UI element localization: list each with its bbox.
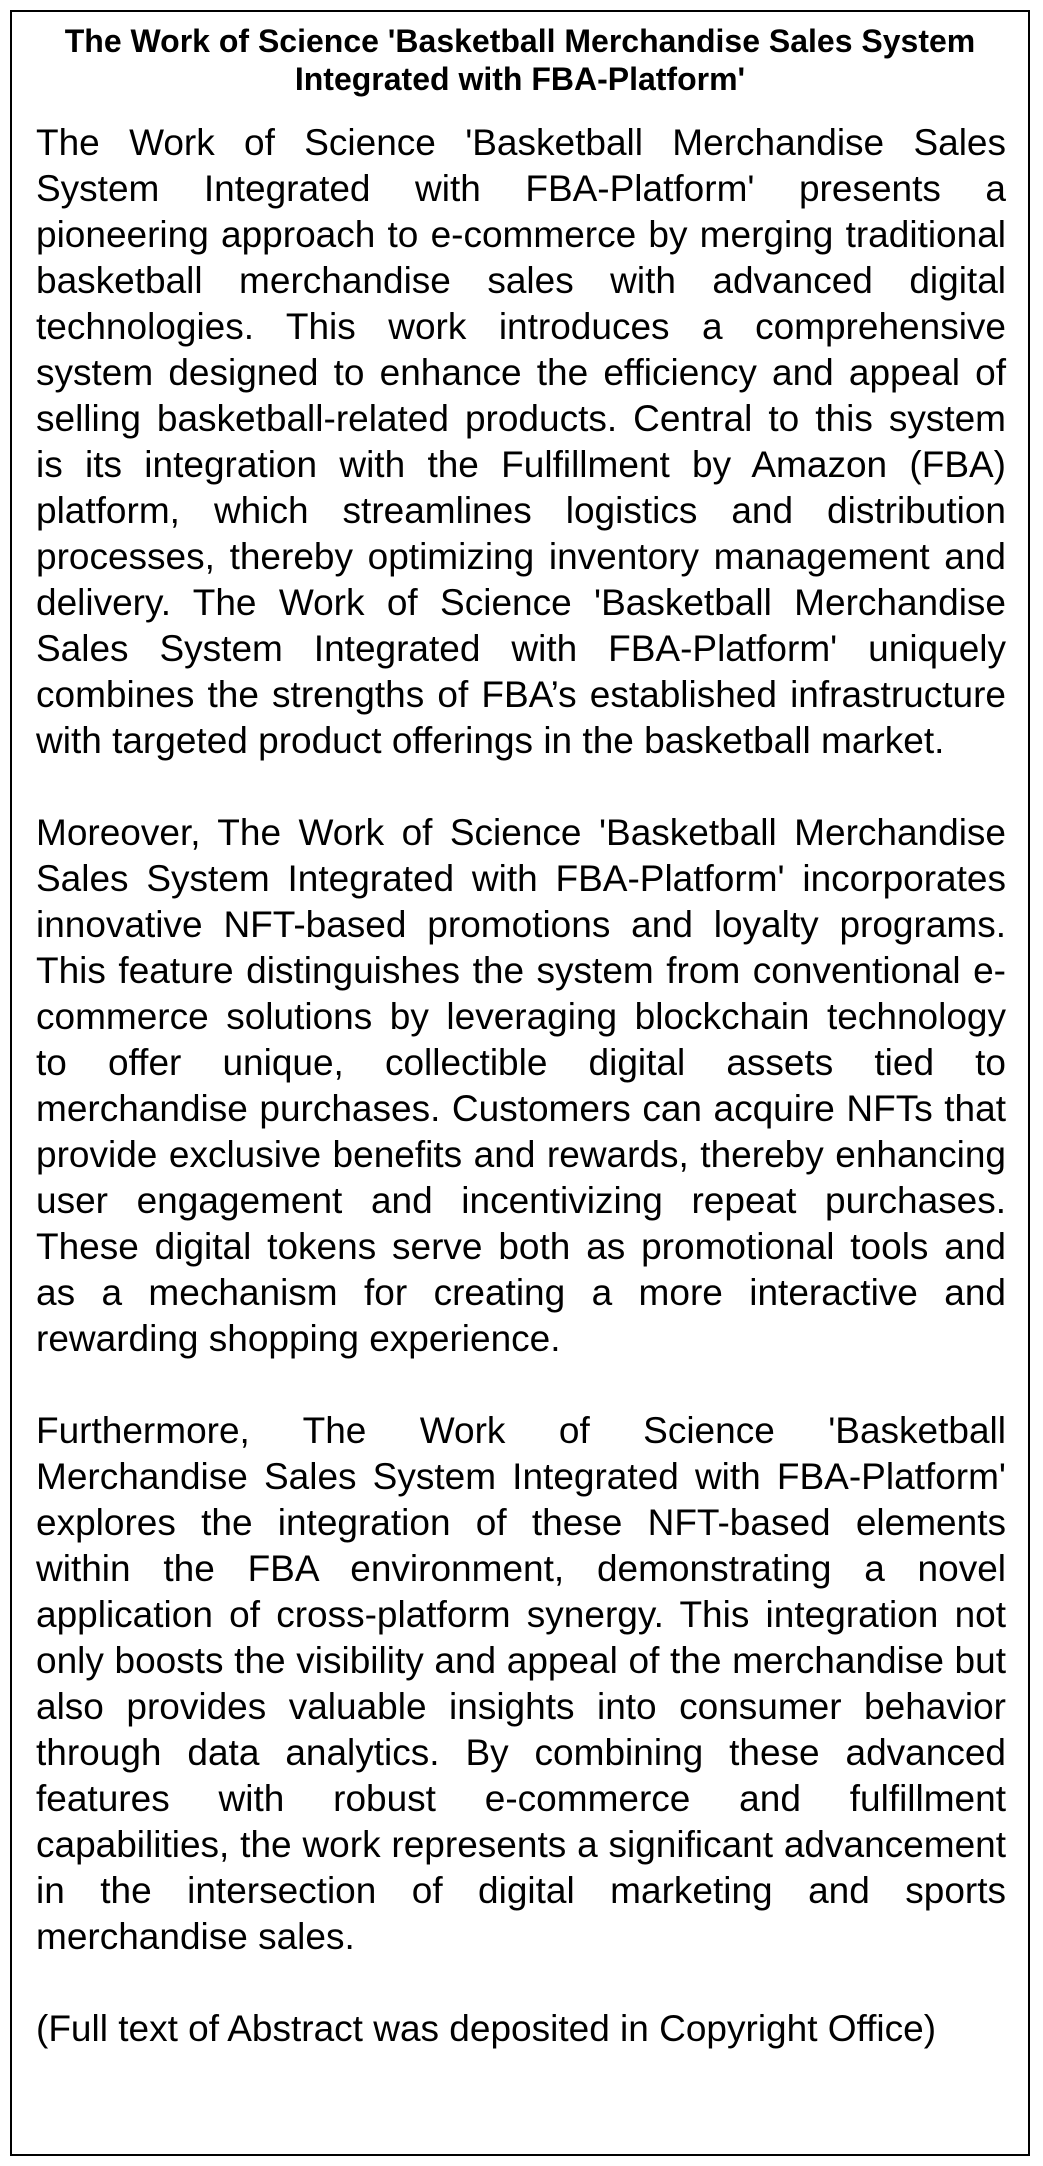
- abstract-paragraph-1: The Work of Science 'Basketball Merchandise Sales System Integrated with FBA-Platform' presents a pioneering approach to e-commerce by merging traditional basketball merchandise sales with advanced digital technologies. This work introduces a comprehensive system designed to enhance the efficiency and appeal of selling basketball-related products. Central to this system is its integration with the Fulfillment by Amazon (FBA) platform, which streamlines logistics and distribution processes, thereby optimizing inventory management and delivery. The Work of Science 'Basketball Merchandise Sales System Integrated with FBA-Platform' uniquely combines the strengths of FBA’s established infrastructure with targeted product offerings in the basketball market.: [36, 122, 1006, 761]
- abstract-paragraph-2: Moreover, The Work of Science 'Basketball Merchandise Sales System Integrated with FBA-Platform' incorporates innovative NFT-based promotions and loyalty programs. This feature distinguishes the system from conventional e-commerce solutions by leveraging blockchain technology to offer unique, collectible digital assets tied to merchandise purchases. Customers can acquire NFTs that provide exclusive benefits and rewards, thereby enhancing user engagement and incentivizing repeat purchases. These digital tokens serve both as promotional tools and as a mechanism for creating a more interactive and rewarding shopping experience.: [36, 812, 1006, 1359]
- deposit-note: (Full text of Abstract was deposited in Copyright Office): [36, 2008, 937, 2049]
- abstract-body: [36, 120, 1006, 2052]
- abstract-paragraph-3: Furthermore, The Work of Science 'Basketball Merchandise Sales System Integrated with FBA-Platform' explores the integration of these NFT-based elements within the FBA environment, demonstrating a novel application of cross-platform synergy. This integration not only boosts the visibility and appeal of the merchandise but also provides valuable insights into consumer behavior through data analytics. By combining these advanced features with robust e-commerce and fulfillment capabilities, the work represents a significant advancement in the intersection of digital marketing and sports merchandise sales.: [36, 1410, 1006, 1957]
- abstract-frame: [10, 10, 1030, 2156]
- document-title: The Work of Science 'Basketball Merchandise Sales System Integrated with FBA-Platform': [64, 23, 976, 97]
